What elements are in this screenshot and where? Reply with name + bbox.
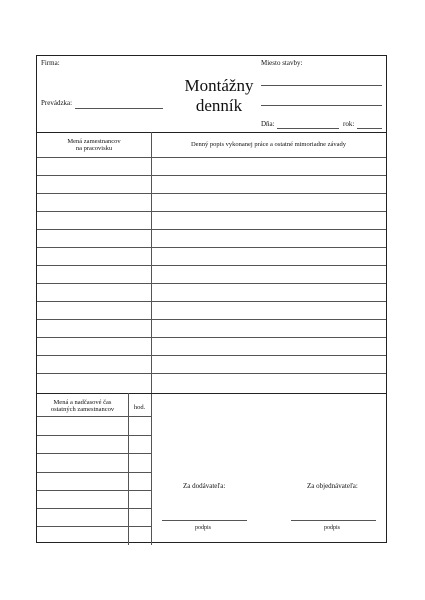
installation-diary-form [36,55,387,543]
overtime-row-line[interactable] [37,435,151,436]
table-row-line[interactable] [37,337,386,338]
table-row-line[interactable] [37,373,386,374]
rok-label: rok: [343,120,355,128]
table-row-line[interactable] [37,175,386,176]
employees-header-line-1: Mená zamestnancov [67,138,121,145]
podpis-left-label: podpis [195,525,212,531]
overtime-row-line[interactable] [37,453,151,454]
footer-top-border [37,393,386,394]
table-row-line[interactable] [37,265,386,266]
miesto-stavby-field-2[interactable] [261,105,382,106]
title-line-2: denník [195,95,243,115]
firma-label: Firma: [41,59,60,67]
dodavatel-label: Za dodávateľa: [183,482,226,490]
overtime-row-line[interactable] [37,416,151,417]
overtime-row-line[interactable] [37,508,151,509]
table-row-line[interactable] [37,319,386,320]
table-row-line[interactable] [37,247,386,248]
miesto-stavby-label: Miesto stavby: [261,59,303,67]
employees-header-line-2: na pracovisku [75,145,113,153]
hod-header: hod. [133,404,146,411]
table-row-line[interactable] [37,229,386,230]
objednavatel-label: Za objednávateľa: [307,482,358,490]
table-row-line[interactable] [37,211,386,212]
table-row-line[interactable] [37,301,386,302]
overtime-header-line-1: Mená a nadčasové čas [53,399,112,406]
employees-column-header [37,138,151,153]
prevadzka-field[interactable] [75,108,163,109]
den-label: Dňa: [261,120,275,128]
overtime-row-line[interactable] [37,526,151,527]
form-title [169,76,269,115]
title-line-1: Montážny [184,76,254,95]
miesto-stavby-field-1[interactable] [261,85,382,86]
table-top-border [37,132,386,133]
overtime-header-line-2: ostatných zamestnancov [50,406,115,414]
overtime-column-header [37,399,128,414]
den-field[interactable] [277,128,339,129]
dodavatel-signature-line[interactable] [162,520,247,521]
overtime-row-line[interactable] [37,472,151,473]
rok-field[interactable] [357,128,382,129]
table-row-line[interactable] [37,283,386,284]
work-description-header: Denný popis vykonanej práce a ostatné mimoriadne závady [190,141,347,148]
table-row-line[interactable] [37,157,386,158]
overtime-row-line[interactable] [37,490,151,491]
prevadzka-label: Prevádzka: [41,99,73,107]
table-row-line[interactable] [37,193,386,194]
podpis-right-label: podpis [324,525,341,531]
objednavatel-signature-line[interactable] [291,520,376,521]
table-row-line[interactable] [37,355,386,356]
